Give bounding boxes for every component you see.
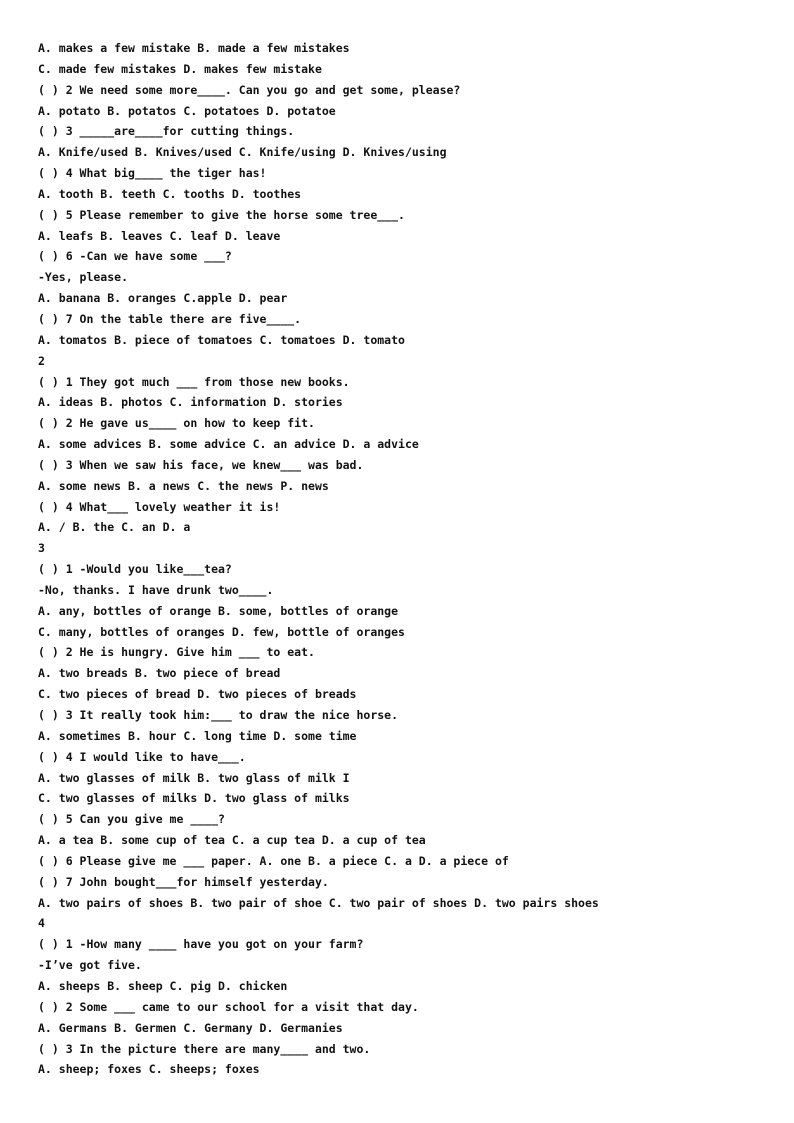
question-line: ( ) 3 When we saw his face, we knew___ was bad.: [38, 457, 364, 472]
question-line: ( ) 5 Can you give me ____?: [38, 812, 225, 827]
question-line: ( ) 3 In the picture there are many____ and two.: [38, 1041, 371, 1056]
question-line: ( ) 5 Please remember to give the horse some tree___.: [38, 207, 405, 222]
option-line: A. leafs B. leaves C. leaf D. leave: [38, 228, 281, 243]
option-line: A. makes a few mistake B. made a few mistakes: [38, 41, 350, 55]
question-line: ( ) 2 Some ___ came to our school for a visit that day.: [38, 999, 419, 1014]
option-line: A. / B. the C. an D. a: [38, 520, 191, 535]
option-line: A. sheeps B. sheep C. pig D. chicken: [38, 978, 288, 993]
question-line: ( ) 3 _____are____for cutting things.: [38, 124, 295, 139]
option-line: A. sometimes B. hour C. long time D. some time: [38, 728, 357, 743]
option-line: A. two glasses of milk B. two glass of milk I: [38, 770, 350, 785]
option-line: A. Knife/used B. Knives/used C. Knife/using D. Knives/using: [38, 145, 447, 160]
dialogue-line: -Yes, please.: [38, 270, 129, 285]
section-number: 3: [38, 541, 45, 556]
section-number: 4: [38, 916, 45, 931]
question-line: ( ) 4 What___ lovely weather it is!: [38, 499, 281, 514]
question-line: ( ) 7 John bought___for himself yesterday.: [38, 874, 329, 889]
question-line: ( ) 2 He gave us____ on how to keep fit.: [38, 416, 315, 431]
option-line: C. two glasses of milks D. two glass of milks: [38, 791, 350, 806]
question-line: ( ) 2 We need some more____. Can you go and get some, please?: [38, 82, 461, 97]
option-line: A. any, bottles of orange B. some, bottles of orange: [38, 603, 399, 618]
question-line: ( ) 4 I would like to have___.: [38, 749, 246, 764]
question-line: ( ) 4 What big____ the tiger has!: [38, 166, 267, 181]
question-line: ( ) 1 They got much ___ from those new books.: [38, 374, 350, 389]
option-line: C. two pieces of bread D. two pieces of breads: [38, 687, 357, 702]
option-line: C. many, bottles of oranges D. few, bottle of oranges: [38, 624, 405, 639]
question-line: ( ) 3 It really took him:___ to draw the nice horse.: [38, 708, 399, 722]
option-line: A. ideas B. photos C. information D. stories: [38, 395, 343, 410]
option-line: A. some news B. a news C. the news P. news: [38, 478, 329, 493]
question-line: ( ) 7 On the table there are five____.: [38, 311, 302, 326]
option-line: A. tomatos B. piece of tomatoes C. tomatoes D. tomato: [38, 332, 405, 347]
question-line: ( ) 2 He is hungry. Give him ___ to eat.: [38, 645, 315, 660]
option-line: A. potato B. potatos C. potatoes D. potatoe: [38, 103, 336, 118]
question-line: ( ) 1 -Would you like___tea?: [38, 562, 232, 577]
section-number: 2: [38, 353, 45, 368]
question-line: ( ) 6 -Can we have some ___?: [38, 249, 232, 264]
option-line: A. sheep; foxes C. sheeps; foxes: [38, 1062, 260, 1077]
option-line: A. banana B. oranges C.apple D. pear: [38, 291, 288, 306]
dialogue-line: -No, thanks. I have drunk two____.: [38, 582, 274, 597]
document-text: [38, 38, 778, 1080]
option-line: A. tooth B. teeth C. tooths D. toothes: [38, 186, 302, 201]
dialogue-line: -I’ve got five.: [38, 958, 142, 973]
option-line: A. two breads B. two piece of bread: [38, 666, 281, 681]
option-line: A. two pairs of shoes B. two pair of shoe C. two pair of shoes D. two pairs shoes: [38, 895, 599, 910]
option-line: A. some advices B. some advice C. an advice D. a advice: [38, 437, 419, 452]
option-line: A. a tea B. some cup of tea C. a cup tea D. a cup of tea: [38, 833, 426, 848]
option-line: A. Germans B. Germen C. Germany D. Germanies: [38, 1020, 343, 1035]
option-line: C. made few mistakes D. makes few mistake: [38, 61, 322, 76]
question-line: ( ) 1 -How many ____ have you got on your farm?: [38, 937, 364, 952]
question-line: ( ) 6 Please give me ___ paper. A. one B. a piece C. a D. a piece of: [38, 853, 509, 868]
